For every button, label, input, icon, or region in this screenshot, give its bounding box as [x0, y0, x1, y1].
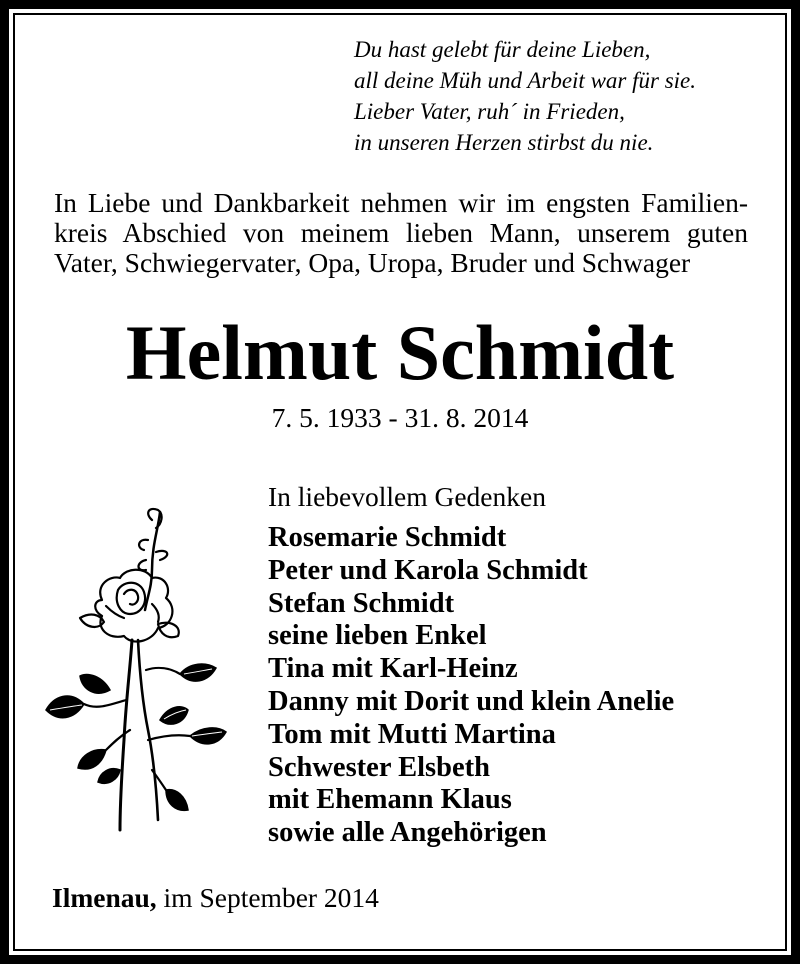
- memorial-poem: [354, 34, 696, 158]
- mourner-line: Schwester Elsbeth: [268, 751, 490, 783]
- poem-line: all deine Müh und Arbeit war für sie.: [354, 68, 697, 93]
- mourner-line: Stefan Schmidt: [268, 587, 455, 619]
- mourner-line: mit Ehemann Klaus: [268, 784, 512, 816]
- mourner-line: Danny mit Dorit und klein Anelie: [268, 685, 675, 717]
- poem-line: in unseren Herzen stirbst du nie.: [354, 130, 654, 155]
- intro-line: kreis Abschied von meinem lieben Mann, unserem guten: [54, 217, 748, 248]
- mourner-line: seine lieben Enkel: [268, 620, 487, 652]
- intro-line: Vater, Schwiegervater, Opa, Uropa, Bruder und Schwager: [54, 247, 691, 278]
- life-dates: 7. 5. 1933 - 31. 8. 2014: [271, 402, 529, 433]
- intro-paragraph: [54, 188, 748, 278]
- deceased-name: Helmut Schmidt: [125, 309, 675, 396]
- closing-place: Ilmenau,: [52, 882, 157, 913]
- intro-line: In Liebe und Dankbarkeit nehmen wir im engsten Familien-: [54, 187, 748, 218]
- memory-heading: In liebevollem Gedenken: [268, 481, 546, 512]
- mourner-line: Rosemarie Schmidt: [268, 522, 507, 553]
- poem-line: Du hast gelebt für deine Lieben,: [354, 37, 651, 62]
- mourner-line: Tom mit Mutti Martina: [268, 718, 556, 750]
- rose-illustration: [40, 500, 230, 850]
- mourner-line: sowie alle Angehörigen: [268, 817, 547, 849]
- mourner-line: Tina mit Karl-Heinz: [268, 653, 518, 685]
- poem-line: Lieber Vater, ruh´ in Frieden,: [354, 99, 625, 124]
- closing-date: im September 2014: [156, 882, 379, 913]
- mourners-list: [268, 522, 674, 850]
- mourner-line: Peter und Karola Schmidt: [268, 554, 588, 586]
- closing-line: [52, 880, 379, 916]
